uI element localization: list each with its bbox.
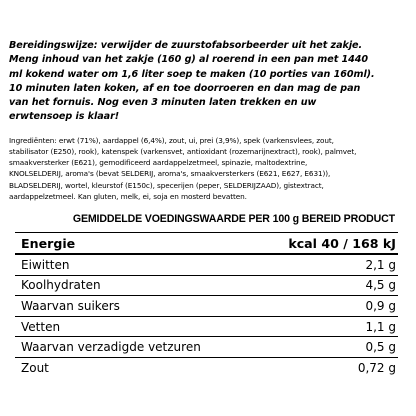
nutrition-value: 1,1 g [365, 319, 396, 334]
nutrition-row-vetten [15, 317, 398, 338]
nutrition-value: 0,5 g [365, 340, 396, 355]
ingredients-line: smaakversterker (E621), gemodificeerd aardappelzetmeel, spinazie, maltodextrine, [9, 158, 308, 168]
nutrition-value: 0,72 g [357, 361, 396, 376]
nutrition-value: kcal 40 / 168 kJ [288, 235, 396, 251]
nutrition-label: Energie [21, 235, 76, 251]
nutrition-label: Koolhydraten [21, 278, 101, 293]
nutrition-value: 4,5 g [365, 278, 396, 293]
nutrition-label: Eiwitten [21, 257, 70, 272]
ingredients-line: stabilisator (E250), rook), katenspek (varkensvet, antioxidant (rozemarijnextract), rook), palmvet, [9, 146, 357, 156]
preparation-line: van het fornuis. Nog even 3 minuten laten trekken en uw [9, 97, 317, 109]
ingredients-list [9, 135, 408, 202]
nutrition-heading: GEMIDDELDE VOEDINGSWAARDE PER 100 g BEREID PRODUCT [72, 213, 395, 225]
preparation-line: Bereidingswijze: verwijder de zuurstofabsorbeerder uit het zakje. [9, 40, 363, 51]
preparation-instructions [9, 39, 408, 125]
nutrition-label: Waarvan verzadigde vetzuren [21, 340, 201, 355]
nutrition-row-energy [15, 233, 398, 255]
ingredients-line: Ingrediënten: erwt (71%), aardappel (6,4%), zout, ui, prei (3,9%), spek (varkensvlees, zout, [9, 135, 334, 145]
nutrition-row-verzadigde-vetzuren [15, 337, 398, 358]
nutrition-row-koolhydraten [15, 276, 398, 297]
ingredients-line: aardappelzetmeel. Kan gluten, melk, ei, soja en mosterd bevatten. [9, 191, 247, 201]
nutrition-value: 2,1 g [365, 257, 396, 272]
nutrition-row-suikers [15, 296, 398, 317]
nutrition-label: Zout [21, 361, 49, 376]
nutrition-row-eiwitten [15, 255, 398, 276]
nutrition-label: Waarvan suikers [21, 298, 120, 313]
nutrition-row-zout [15, 358, 398, 379]
preparation-line: Meng inhoud van het zakje (160 g) al roerend in een pan met 1440 [9, 54, 369, 66]
nutrition-label: Vetten [21, 319, 61, 334]
ingredients-line: KNOLSELDERIJ, aroma's (bevat SELDERIJ, aroma's, smaakversterkers (E621, E627, E631)), [9, 169, 331, 179]
preparation-line: 10 minuten laten koken, af en toe doorroeren en dan mag de pan [9, 82, 361, 94]
ingredients-line: BLADSELDERIJ, wortel, kleurstof (E150c), specerijen (peper, SELDERIJZAAD), gistextract, [9, 180, 324, 190]
nutrition-table [15, 232, 398, 379]
preparation-line: ml kokend water om 1,6 liter soep te maken (10 porties van 160ml). [9, 68, 375, 80]
preparation-line: erwtensoep is klaar! [9, 111, 120, 123]
nutrition-value: 0,9 g [365, 298, 396, 313]
